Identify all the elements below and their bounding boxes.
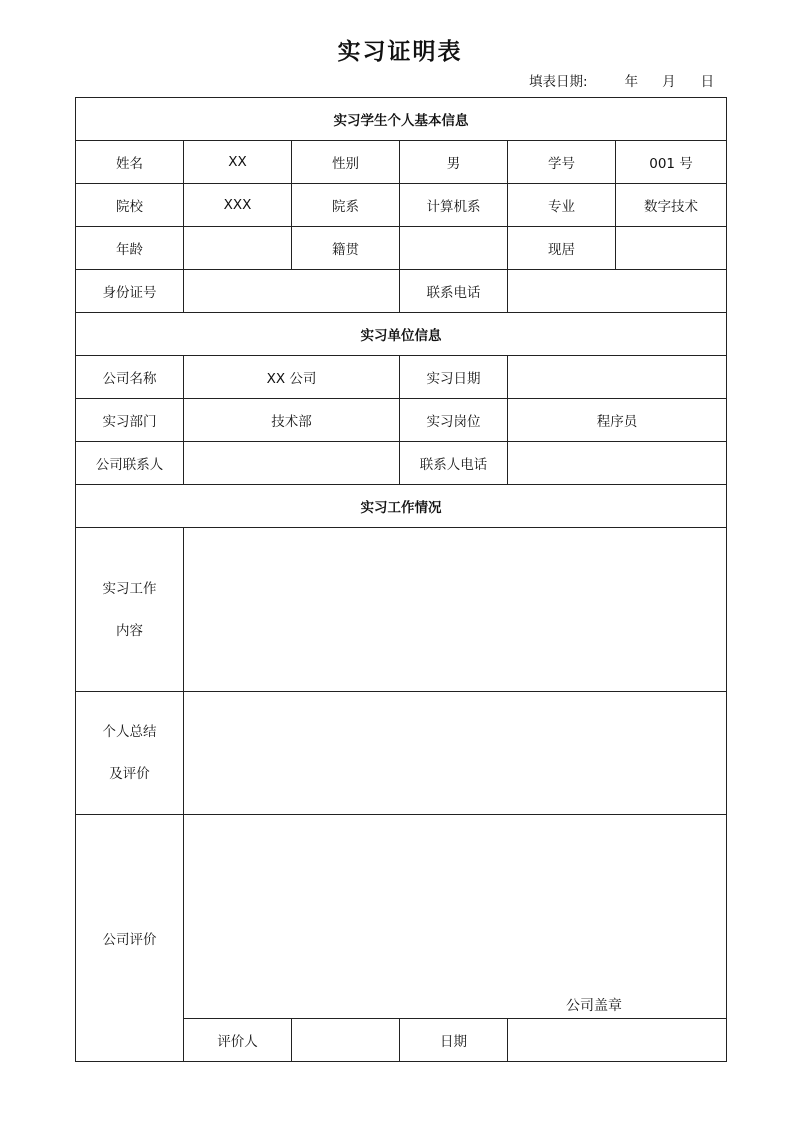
phone-field[interactable]: [508, 270, 727, 313]
major-field[interactable]: 数字技术: [616, 184, 727, 227]
page-title: 实习证明表: [337, 39, 463, 65]
company-evaluation-label: 公司评价: [76, 815, 184, 1062]
internship-dept-field[interactable]: 技术部: [184, 399, 400, 442]
fill-date-day: 日: [700, 74, 715, 90]
native-place-field[interactable]: [400, 227, 508, 270]
table-row: [76, 356, 727, 399]
residence-label: 现居: [508, 227, 616, 270]
contact-phone-label: 联系人电话: [400, 442, 508, 485]
table-row: [76, 141, 727, 184]
summary-label-line-2: 及评价: [109, 766, 150, 782]
section-row-work: [76, 485, 727, 528]
section-header-work: 实习工作情况: [76, 485, 727, 528]
table-row: [76, 184, 727, 227]
section-header-basic: 实习学生个人基本信息: [76, 98, 727, 141]
native-place-label: 籍贯: [292, 227, 400, 270]
fill-date-year: 年: [624, 74, 639, 90]
fill-date-month: 月: [662, 74, 676, 90]
table-row: [76, 399, 727, 442]
residence-field[interactable]: [616, 227, 727, 270]
summary-label: [76, 692, 184, 815]
internship-post-label: 实习岗位: [400, 399, 508, 442]
internship-dept-label: 实习部门: [76, 399, 184, 442]
fill-date-line: [529, 70, 714, 90]
student-id-field[interactable]: 001 号: [616, 141, 727, 184]
name-field[interactable]: XX: [184, 141, 292, 184]
company-name-label: 公司名称: [76, 356, 184, 399]
internship-date-field[interactable]: [508, 356, 727, 399]
id-card-label: 身份证号: [76, 270, 184, 313]
section-row-basic: [76, 98, 727, 141]
company-contact-label: 公司联系人: [76, 442, 184, 485]
table-row: [76, 528, 727, 692]
department-label: 院系: [292, 184, 400, 227]
summary-field[interactable]: [184, 692, 727, 815]
company-evaluation-field[interactable]: [184, 815, 727, 1019]
company-stamp-label: 公司盖章: [566, 998, 622, 1014]
evaluator-field[interactable]: [292, 1019, 400, 1062]
student-id-label: 学号: [508, 141, 616, 184]
school-label: 院校: [76, 184, 184, 227]
phone-label: 联系电话: [400, 270, 508, 313]
internship-form-table: [75, 97, 727, 1062]
evaluation-date-label: 日期: [400, 1019, 508, 1062]
company-contact-field[interactable]: [184, 442, 400, 485]
id-card-field[interactable]: [184, 270, 400, 313]
table-row: [76, 227, 727, 270]
summary-label-line-1: 个人总结: [102, 724, 157, 740]
section-row-company: [76, 313, 727, 356]
section-header-company: 实习单位信息: [76, 313, 727, 356]
work-content-field[interactable]: [184, 528, 727, 692]
gender-label: 性别: [292, 141, 400, 184]
major-label: 专业: [508, 184, 616, 227]
age-field[interactable]: [184, 227, 292, 270]
department-field[interactable]: 计算机系: [400, 184, 508, 227]
internship-date-label: 实习日期: [400, 356, 508, 399]
table-row: [76, 442, 727, 485]
name-label: 姓名: [76, 141, 184, 184]
table-row: [76, 815, 727, 1019]
internship-post-field[interactable]: 程序员: [508, 399, 727, 442]
fill-date-label: 填表日期:: [529, 74, 588, 90]
contact-phone-field[interactable]: [508, 442, 727, 485]
evaluator-label: 评价人: [184, 1019, 292, 1062]
work-content-label-line-1: 实习工作: [102, 580, 157, 597]
work-content-label: [76, 528, 184, 692]
school-field[interactable]: XXX: [184, 184, 292, 227]
work-content-label-line-2: 内容: [116, 622, 143, 639]
table-row: [76, 692, 727, 815]
table-row: [76, 270, 727, 313]
evaluation-date-field[interactable]: [508, 1019, 727, 1062]
company-name-field[interactable]: XX 公司: [184, 356, 400, 399]
age-label: 年龄: [76, 227, 184, 270]
gender-field[interactable]: 男: [400, 141, 508, 184]
